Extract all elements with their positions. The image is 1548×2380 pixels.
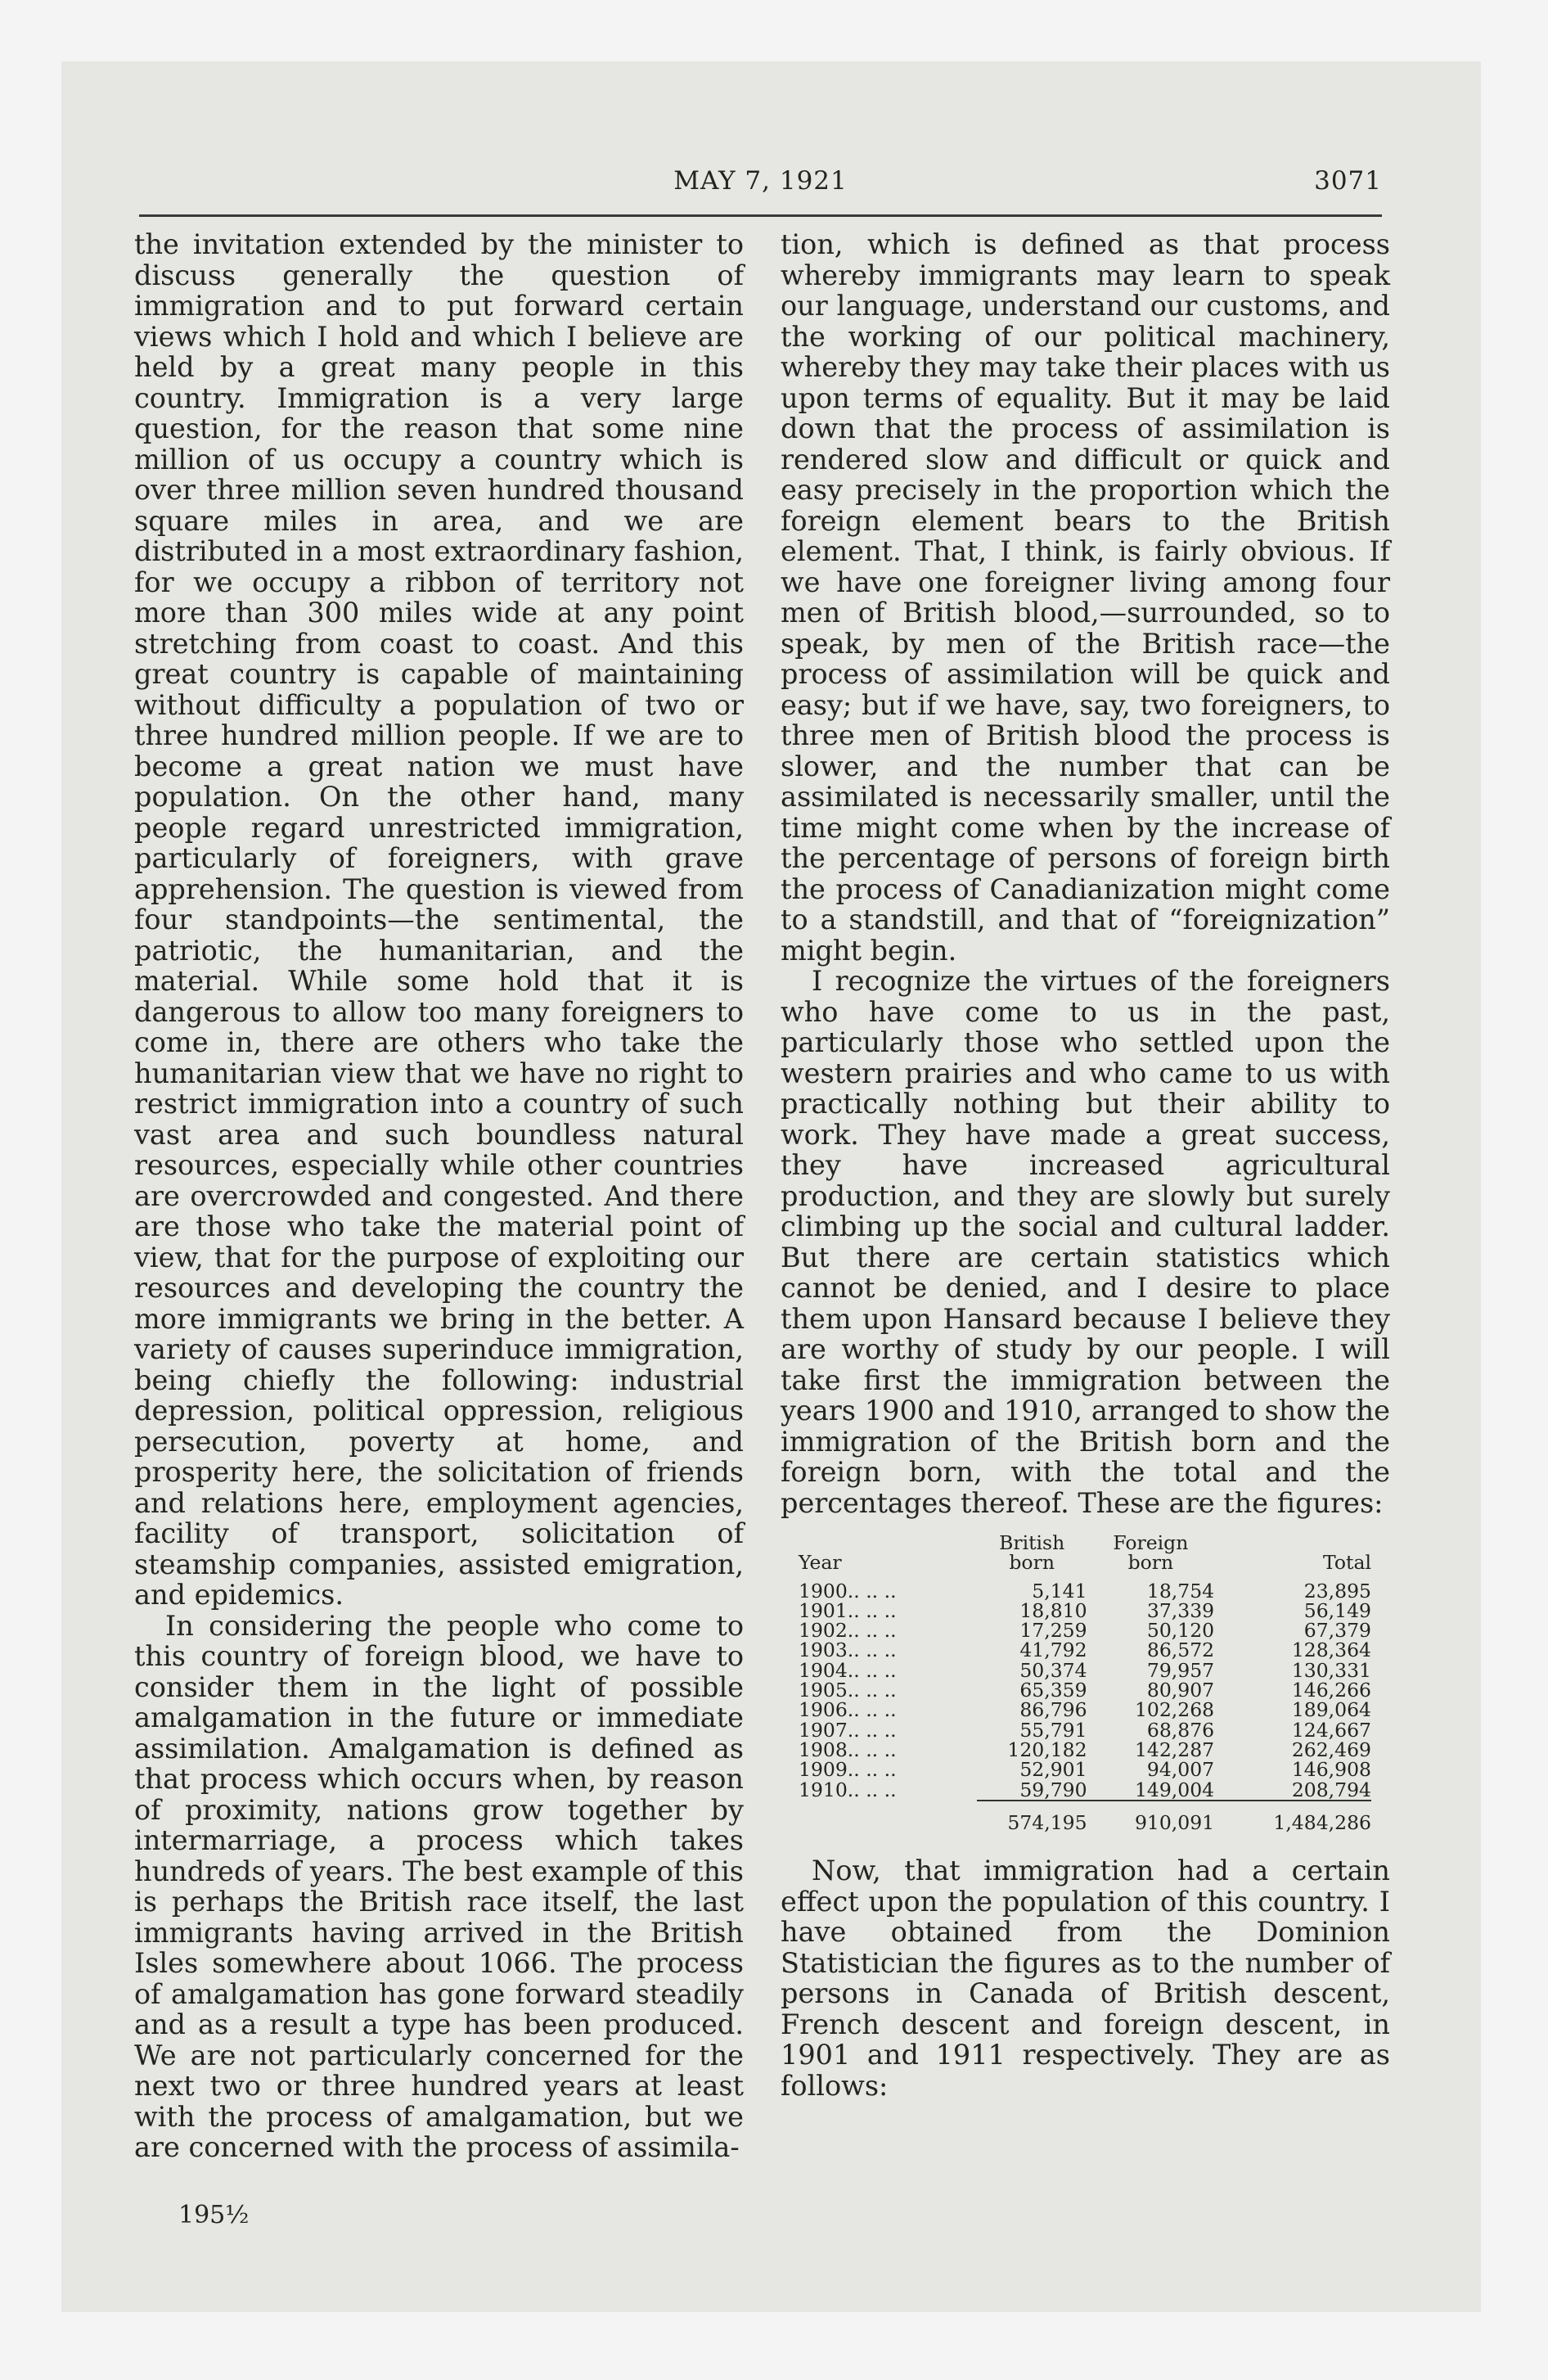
table-row: 1901.. .. .. 18,810 37,339 56,149: [799, 1598, 1371, 1622]
total-all: 1,484,286: [1214, 1801, 1371, 1832]
table-row: 1904.. .. .. 50,374 79,957 130,331: [799, 1658, 1371, 1682]
total-foreign: 910,091: [1087, 1801, 1215, 1832]
table-row: 1905.. .. .. 65,359 80,907 146,266: [799, 1679, 1371, 1702]
table-row: 1903.. .. .. 41,792 86,572 128,364: [799, 1639, 1371, 1662]
table-row: 1908.. .. .. 120,182 142,287 262,469: [799, 1738, 1371, 1761]
left-column: [134, 229, 744, 2163]
col-header-year: Year: [799, 1551, 842, 1575]
paragraph: Now, that immigration had a certain effect upon the population of this country. I have obtained from the Dominion Statistician the figures as to the number of persons in Canada of British descent, French descent and foreign descent, in 1901 and 1911 respectively. They are as follows:: [781, 1855, 1390, 2102]
table-row: 1900.. .. .. 5,141 18,754 23,895: [799, 1579, 1371, 1602]
paragraph: I recognize the virtues of the foreigners who have come to us in the past, particularly those who settled upon the western prairies and who came to us with practically nothing but their ability to work. They have made a great success, they have increased agricultural production, and they are slowly but surely climbing up the social and cultural ladder. But there are certain statistics which cannot be denied, and I desire to place them upon Hansard because I believe they are worthy of study by our people. I will take first the immigration between the years 1900 and 1910, arranged to show the immigration of the British born and the foreign born, with the total and the percentages thereof. These are the figures:: [781, 965, 1390, 1519]
paragraph: tion, which is defined as that process whereby immigrants may learn to speak our language, understand our customs, and the working of our political machinery, whereby they may take their places with us upon terms of equality. But it may be laid down that the process of assimilation is rendered slow and difficult or quick and easy precisely in the proportion which the foreign element bears to the British element. That, I think, is fairly obvious. If we have one foreigner living among four men of British blood,—surrounded, so to speak, by men of the British race—the process of assimilation will be quick and easy; but if we have, say, two foreigners, to three men of British blood the process is slower, and the number that can be assimilated is necessarily smaller, until the time might come when by the increase of the percentage of persons of foreign birth the process of Canadianization might come to a standstill, and that of “foreignization” might begin.: [781, 228, 1390, 967]
table-row: 1906.. .. .. 86,796 102,268 189,064: [799, 1698, 1371, 1722]
page-scan: [61, 61, 1481, 2312]
right-column: [781, 229, 1390, 2101]
printer-signature: 195½: [178, 2201, 250, 2229]
table-row: 1902.. .. .. 17,259 50,120 67,379: [799, 1619, 1371, 1643]
col-header-foreign: Foreign born: [1113, 1531, 1189, 1575]
total-british: 574,195: [977, 1801, 1087, 1832]
header-rule: [139, 214, 1382, 217]
col-header-british: British born: [999, 1531, 1065, 1575]
table-row: 1910.. .. .. 59,790 149,004 208,794: [799, 1778, 1371, 1802]
table-row: 1907.. .. .. 55,791 68,876 124,667: [799, 1718, 1371, 1742]
immigration-table: [799, 1533, 1371, 1832]
page-number: 3071: [1314, 166, 1382, 196]
col-header-total: Total: [1323, 1551, 1371, 1575]
paragraph: In considering the people who come to this country of foreign blood, we have to consider them in the light of possible amalgamation in the future or immediate assimilation. Amalgamation is defined as that process which occurs when, by reason of proximity, nations grow together by intermarriage, a process which takes hundreds of years. The best example of this is perhaps the British race itself, the last immigrants having arrived in the British Isles somewhere about 1066. The process of amalgamation has gone forward steadily and as a result a type has been produced. We are not particularly concerned for the next two or three hundred years at least with the process of amalgamation, but we are concerned with the process of assimila-: [134, 1609, 744, 2163]
table-row: 1909.. .. .. 52,901 94,007 146,908: [799, 1758, 1371, 1782]
page-header: [139, 158, 1382, 207]
paragraph: the invitation extended by the minister to discuss generally the question of immigration and to put forward certain views which I hold and which I believe are held by a great many people in this country. Immigration is a very large question, for the reason that some nine million of us occupy a country which is over three million seven hundred thousand square miles in area, and we are distributed in a most extraordinary fashion, for we occupy a ribbon of territory not more than 300 miles wide at any point stretching from coast to coast. And this great country is capable of maintaining without difficulty a population of two or three hundred million people. If we are to become a great nation we must have population. On the other hand, many people regard unrestricted immigration, particularly of foreigners, with grave apprehension. The question is viewed from four standpoints—the sentimental, the patriotic, the humanitarian, and the material. While some hold that it is dangerous to allow too many foreigners to come in, there are others who take the humanitarian view that we have no right to restrict immigration into a country of such vast area and such boundless natural resources, especially while other countries are overcrowded and congested. And there are those who take the material point of view, that for the purpose of exploiting our resources and developing the country the more immigrants we bring in the better. A variety of causes superinduce immigration, being chiefly the following: industrial depression, political oppression, religious persecution, poverty at home, and prosperity here, the solicitation of friends and relations here, employment agencies, facility of transport, solicitation of steamship companies, assisted emigration, and epidemics.: [134, 228, 744, 1611]
header-date: MAY 7, 1921: [673, 166, 848, 196]
table-totals-row: [799, 1801, 1371, 1832]
table-header-row: [799, 1533, 1371, 1573]
